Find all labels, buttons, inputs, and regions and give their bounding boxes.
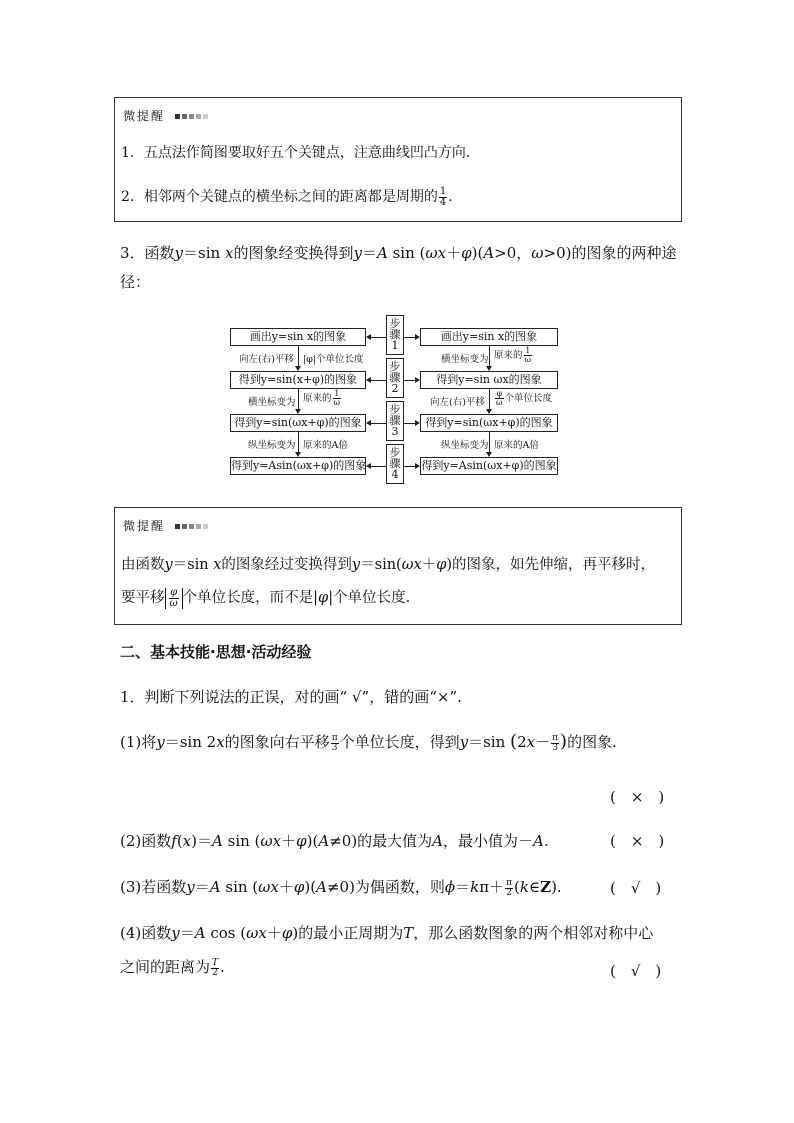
arrow-right-icon	[415, 334, 420, 340]
flow-left-box-2: 得到y=sin(x+φ)的图象	[230, 371, 366, 389]
paragraph-3-line2: 径：	[120, 273, 151, 291]
flow-right-label-1a: 横坐标变为	[441, 354, 489, 365]
tip-box-1	[114, 97, 682, 222]
tip-square-icon	[182, 524, 187, 529]
flow-right-box-2: 得到y=sin ωx的图象	[420, 371, 558, 389]
arrow-left-icon	[366, 463, 371, 469]
tip-square-icon	[182, 114, 187, 119]
flow-left-label-2b: 原来的 $\frac{1}{\omega}$	[303, 389, 341, 407]
arrow-down-icon	[295, 366, 301, 371]
arrow-down-icon	[486, 409, 492, 414]
item-4-line2: 之间的距离为 $\frac{T}{2}$ .	[120, 957, 225, 978]
tip1-item2: 2．相邻两个关键点的横坐标之间的距离都是周期的 $\frac{1}{4}$ .	[121, 185, 453, 208]
flow-step-4: 步 骤 4	[386, 444, 404, 484]
tip-square-icon	[189, 114, 194, 119]
answer-1: ( × )	[610, 788, 665, 806]
arrow-left-icon	[366, 377, 371, 383]
flow-left-box-4: 得到y=Asin(ωx+φ)的图象	[230, 457, 366, 475]
flow-right-box-1: 画出y=sin x的图象	[420, 328, 558, 346]
flow-right-label-3a: 纵坐标变为	[441, 440, 489, 451]
flow-left-label-3a: 纵坐标变为	[248, 440, 296, 451]
flow-right-box-3: 得到y=sin(ωx+φ)的图象	[420, 414, 558, 432]
arrow-down-icon	[295, 409, 301, 414]
answer-4: ( √ )	[610, 962, 662, 980]
tip-heading: 微提醒	[123, 517, 210, 534]
flow-step-2: 步 骤 2	[386, 358, 404, 398]
item-4-line1: (4)函数y＝A cos (ωx＋φ)的最小正周期为T，那么函数图象的两个相邻对称中心	[120, 924, 654, 942]
tip-box-2	[114, 507, 682, 625]
fraction: $\frac{1}{4}$	[439, 185, 447, 208]
flow-right-label-2b: $\frac{\varphi}{\omega}$ 个单位长度	[496, 389, 553, 407]
flow-right-label-2a: 向左(右)平移	[430, 397, 485, 408]
arrow-right-icon	[415, 420, 420, 426]
arrow-down-icon	[486, 366, 492, 371]
fraction: $\frac{1}{\omega}$	[333, 389, 341, 407]
arrow-down-icon	[295, 452, 301, 457]
answer-3: ( √ )	[610, 879, 662, 897]
tip-square-icon	[175, 114, 180, 119]
tip-square-icon	[203, 524, 208, 529]
paragraph-3-line1: 3．函数y＝sin x的图象经变换得到y＝A sin (ωx＋φ)(A>0，ω>0)的图象的两种途	[120, 244, 677, 262]
tip-square-icon	[175, 524, 180, 529]
fraction: $\frac{T}{2}$	[212, 957, 219, 978]
fraction: $\frac{\varphi}{\omega}$	[169, 586, 178, 609]
fraction: $\frac{1}{\omega}$	[524, 346, 532, 364]
flow-left-box-1: 画出y=sin x的图象	[230, 328, 366, 346]
flow-right-label-3b: 原来的A倍	[494, 440, 539, 451]
flow-left-box-3: 得到y=sin(ωx+φ)的图象	[230, 414, 366, 432]
flow-right-label-1b: 原来的 $\frac{1}{\omega}$	[494, 346, 532, 364]
question-1: 1．判断下列说法的正误，对的画“ √”，错的画“×”.	[120, 688, 462, 706]
tip2-line1: 由函数y＝sin x的图象经过变换得到y＝sin(ωx＋φ)的图象，如先伸缩，再平移时，	[121, 557, 656, 573]
arrow-down-icon	[486, 452, 492, 457]
flow-step-1: 步 骤 1	[386, 315, 404, 355]
section-title: 二、基本技能·思想·活动经验	[120, 643, 312, 661]
tip2-line2: 要平移 $\frac{\varphi}{\omega}$ 个单位长度，而不是|φ|个单位长度.	[121, 586, 411, 609]
tip-square-icon	[196, 524, 201, 529]
tip-heading: 微提醒	[123, 107, 210, 124]
answer-2: ( × )	[610, 832, 665, 850]
arrow-right-icon	[415, 463, 420, 469]
flow-left-label-2a: 横坐标变为	[248, 397, 296, 408]
item-3: (3)若函数y＝A sin (ωx＋φ)(A≠0)为偶函数，则ϕ＝kπ＋ $\frac{\pi}{2}$ (k∈Z).	[120, 877, 562, 898]
arrow-left-icon	[366, 334, 371, 340]
fraction: $\frac{\varphi}{\omega}$	[496, 389, 503, 407]
tip-square-icon	[203, 114, 208, 119]
arrow-right-icon	[415, 377, 420, 383]
fraction: $\frac{\pi}{3}$	[331, 732, 338, 753]
fraction: $\frac{\pi}{2}$	[506, 877, 513, 898]
item-2: (2)函数f(x)＝A sin (ωx＋φ)(A≠0)的最大值为A，最小值为－A.	[120, 832, 549, 850]
tip-square-icon	[196, 114, 201, 119]
tip1-item1: 1．五点法作简图要取好五个关键点，注意曲线凹凸方向.	[121, 145, 471, 161]
fraction: $\frac{\pi}{3}$	[552, 732, 559, 753]
flow-step-3: 步 骤 3	[386, 401, 404, 441]
flow-right-box-4: 得到y=Asin(ωx+φ)的图象	[420, 457, 558, 475]
tip-square-icon	[189, 524, 194, 529]
flow-left-label-3b: 原来的A倍	[303, 440, 348, 451]
item-1: (1)将y＝sin 2x的图象向右平移 $\frac{\pi}{3}$ 个单位长度，得到y＝sin (2x－ $\frac{\pi}{3}$ )的图象.	[120, 731, 617, 753]
flow-left-label-1a: 向左(右)平移	[239, 354, 294, 365]
flow-left-label-1b: |φ|个单位长度	[303, 354, 364, 365]
arrow-left-icon	[366, 420, 371, 426]
